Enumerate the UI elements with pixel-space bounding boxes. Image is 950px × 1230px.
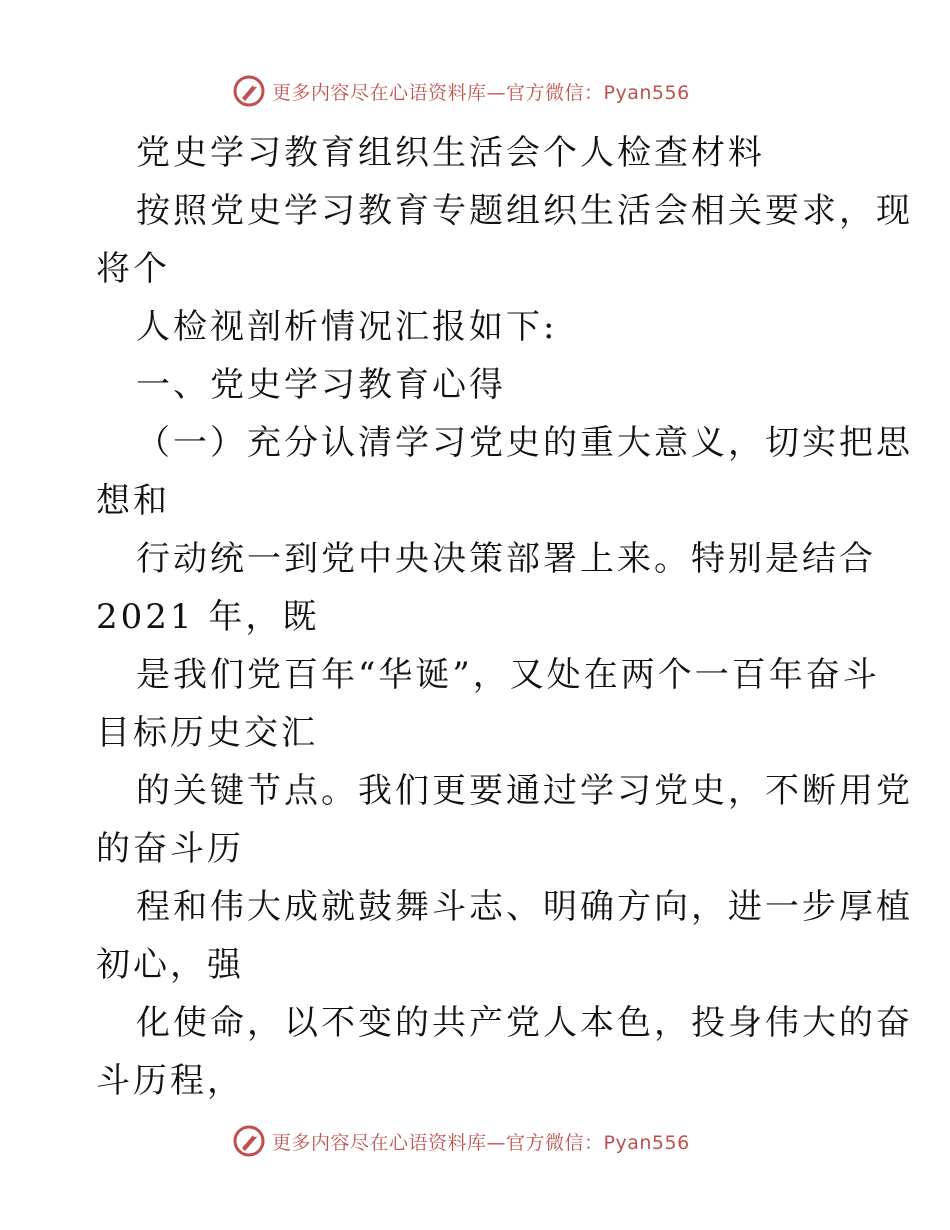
watermark-text: 更多内容尽在心语资料库—官方微信：Pyan556 [272,1131,690,1154]
watermark-header [232,71,690,111]
text-line: 一、党史学习教育心得 [136,365,506,405]
watermark-text: 更多内容尽在心语资料库—官方微信：Pyan556 [272,81,690,104]
text-line: 想和 [96,481,170,521]
text-line: 的关键节点。我们更要通过学习党史，不断用党 [136,771,913,811]
document-body [96,124,913,1110]
text-line: 2021 年，既 [96,597,320,637]
watermark-footer [232,1121,690,1161]
text-line: 目标历史交汇 [96,713,318,753]
text-line: 程和伟大成就鼓舞斗志、明确方向，进一步厚植 [136,887,913,927]
text-line: 的奋斗历 [96,829,244,869]
text-line: 行动统一到党中央决策部署上来。特别是结合 [136,539,876,579]
text-line: 人检视剖析情况汇报如下: [136,307,558,347]
text-line: （一）充分认清学习党史的重大意义，切实把思 [136,423,913,463]
pen-logo-icon [232,1124,266,1158]
text-line: 是我们党百年“华诞”，又处在两个一百年奋斗 [136,655,880,695]
text-line: 将个 [96,249,170,289]
text-line: 化使命，以不变的共产党人本色，投身伟大的奋 [136,1003,913,1043]
text-line: 斗历程， [96,1061,244,1101]
text-line: 按照党史学习教育专题组织生活会相关要求，现 [136,191,913,231]
text-line: 党史学习教育组织生活会个人检查材料 [136,133,765,173]
text-line: 初心，强 [96,945,244,985]
pen-logo-icon [232,74,266,108]
